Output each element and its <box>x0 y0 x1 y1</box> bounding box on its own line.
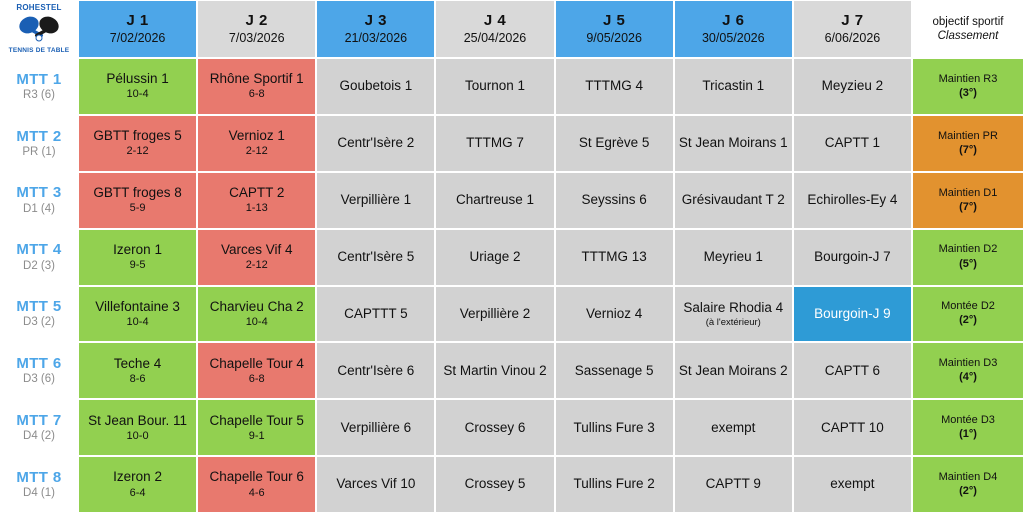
journee-date: 7/03/2026 <box>228 31 285 46</box>
score: 2-12 <box>245 259 268 272</box>
opponent: Teche 4 <box>113 355 162 371</box>
opponent: exempt <box>711 419 756 435</box>
match-cell <box>316 342 435 399</box>
team-label-cell <box>0 456 78 513</box>
match-cell <box>674 172 793 229</box>
table-tennis-paddles-icon <box>12 13 66 43</box>
match-cell <box>316 456 435 513</box>
match-cell <box>316 115 435 172</box>
table-row <box>0 286 1024 343</box>
match-cell <box>316 229 435 286</box>
objectif-rank: (3°) <box>959 86 977 99</box>
header-journee-3 <box>316 0 435 58</box>
match-cell <box>197 456 316 513</box>
opponent: Pélussin 1 <box>106 71 169 87</box>
header-journee-5 <box>555 0 674 58</box>
opponent: GBTT froges 5 <box>93 128 182 144</box>
match-cell <box>674 456 793 513</box>
match-cell <box>435 286 554 343</box>
match-cell <box>555 456 674 513</box>
match-cell <box>793 229 912 286</box>
opponent: Centr'Isère 5 <box>337 248 415 264</box>
match-cell <box>316 399 435 456</box>
match-note: (à l'extérieur) <box>705 316 761 328</box>
match-cell <box>435 58 554 115</box>
match-cell <box>197 115 316 172</box>
match-cell <box>674 58 793 115</box>
objectif-rank: (2°) <box>959 314 977 327</box>
score: 2-12 <box>126 145 149 158</box>
opponent: Chapelle Tour 6 <box>209 469 304 485</box>
match-cell <box>674 286 793 343</box>
objectif-cell <box>912 342 1024 399</box>
match-cell <box>78 399 197 456</box>
header-journee-1 <box>78 0 197 58</box>
team-name: MTT 3 <box>16 184 62 202</box>
team-name: MTT 7 <box>16 411 62 429</box>
journee-date: 30/05/2026 <box>701 31 765 46</box>
score: 6-8 <box>248 372 265 385</box>
team-division: D1 (4) <box>23 202 55 215</box>
opponent: Bourgoin-J 7 <box>814 248 891 264</box>
match-cell <box>435 456 554 513</box>
objectif-cell <box>912 229 1024 286</box>
match-cell <box>78 172 197 229</box>
header-journee-4 <box>435 0 554 58</box>
opponent: Centr'Isère 6 <box>337 362 415 378</box>
match-cell <box>197 229 316 286</box>
score: 10-0 <box>126 429 149 442</box>
objectif-label: Maintien D3 <box>938 357 998 370</box>
match-cell <box>674 229 793 286</box>
score: 9-1 <box>248 429 265 442</box>
team-division: D3 (2) <box>23 316 55 329</box>
opponent: TTTMG 4 <box>585 78 643 94</box>
match-cell <box>78 58 197 115</box>
team-label-cell <box>0 286 78 343</box>
objectif-rank: (5°) <box>959 257 977 270</box>
opponent: exempt <box>830 476 875 492</box>
opponent: CAPTT 6 <box>824 362 881 378</box>
opponent: Bourgoin-J 9 <box>814 305 891 321</box>
opponent: Tournon 1 <box>464 78 526 94</box>
club-logo-subtitle: TENNIS DE TABLE <box>8 47 70 54</box>
match-cell <box>78 115 197 172</box>
journee-date: 6/06/2026 <box>824 31 881 46</box>
team-name: MTT 5 <box>16 298 62 316</box>
objectif-label: Maintien D2 <box>938 243 998 256</box>
match-cell <box>197 172 316 229</box>
opponent: Chapelle Tour 5 <box>209 412 304 428</box>
opponent: Tricastin 1 <box>702 78 765 94</box>
team-name: MTT 4 <box>16 241 62 259</box>
match-cell <box>316 286 435 343</box>
table-row <box>0 229 1024 286</box>
score: 2-12 <box>245 145 268 158</box>
opponent: Tullins Fure 2 <box>573 476 655 492</box>
match-cell <box>78 456 197 513</box>
score: 5-9 <box>129 202 146 215</box>
opponent: Villefontaine 3 <box>95 298 180 314</box>
team-division: R3 (6) <box>23 88 55 101</box>
opponent: Chartreuse 1 <box>455 192 535 208</box>
objectif-cell <box>912 286 1024 343</box>
opponent: Chapelle Tour 4 <box>209 355 304 371</box>
journee-date: 25/04/2026 <box>463 31 527 46</box>
opponent: Izeron 2 <box>113 469 162 485</box>
score: 4-6 <box>248 486 265 499</box>
journee-date: 7/02/2026 <box>109 31 166 46</box>
match-cell <box>793 399 912 456</box>
opponent: Varces Vif 10 <box>336 476 416 492</box>
team-division: PR (1) <box>22 145 56 158</box>
header-journee-6 <box>674 0 793 58</box>
team-label-cell <box>0 115 78 172</box>
opponent: Vernioz 4 <box>585 305 643 321</box>
table-row <box>0 342 1024 399</box>
table-row <box>0 172 1024 229</box>
objectif-cell <box>912 58 1024 115</box>
match-cell <box>435 229 554 286</box>
opponent: Charvieu Cha 2 <box>209 298 304 314</box>
table-header-row <box>0 0 1024 58</box>
objectif-label: Maintien D1 <box>938 186 998 199</box>
opponent: Tullins Fure 3 <box>573 419 655 435</box>
match-cell <box>793 342 912 399</box>
match-cell <box>435 342 554 399</box>
table-row <box>0 115 1024 172</box>
journee-date: 21/03/2026 <box>344 31 408 46</box>
journee-label: J 4 <box>483 12 507 30</box>
journee-label: J 5 <box>602 12 626 30</box>
objectif-cell <box>912 172 1024 229</box>
opponent: St Jean Bour. 11 <box>88 412 187 428</box>
match-cell <box>793 456 912 513</box>
match-cell <box>197 58 316 115</box>
table-row <box>0 58 1024 115</box>
match-cell <box>78 229 197 286</box>
objectif-rank: (2°) <box>959 485 977 498</box>
opponent: Salaire Rhodia 4 <box>683 299 784 315</box>
match-cell <box>674 115 793 172</box>
opponent: CAPTT 9 <box>705 476 761 492</box>
team-name: MTT 8 <box>16 468 62 486</box>
team-label-cell <box>0 229 78 286</box>
journee-label: J 3 <box>364 12 388 30</box>
match-cell <box>555 286 674 343</box>
match-cell <box>674 342 793 399</box>
table-row <box>0 456 1024 513</box>
match-cell <box>555 229 674 286</box>
opponent: Varces Vif 4 <box>220 241 293 257</box>
header-journee-7 <box>793 0 912 58</box>
score: 10-4 <box>126 315 149 328</box>
opponent: GBTT froges 8 <box>93 185 182 200</box>
header-objectif <box>912 0 1024 58</box>
team-label-cell <box>0 399 78 456</box>
match-cell <box>555 115 674 172</box>
journee-date: 9/05/2026 <box>586 31 642 46</box>
opponent: Sassenage 5 <box>574 362 654 378</box>
match-cell <box>316 172 435 229</box>
objectif-title: objectif sportif <box>932 15 1004 28</box>
objectif-label: Montée D3 <box>941 414 995 426</box>
objectif-rank: (1°) <box>959 428 977 441</box>
opponent: Verpillière 2 <box>459 305 531 321</box>
team-label-cell <box>0 172 78 229</box>
team-division: D4 (1) <box>23 487 55 500</box>
score: 6-4 <box>129 486 146 499</box>
opponent: Crossey 6 <box>464 419 526 435</box>
opponent: Goubetois 1 <box>339 78 413 94</box>
opponent: Centr'Isère 2 <box>337 135 415 151</box>
classement-title: Classement <box>937 30 999 42</box>
club-logo-name: ROHESTEL <box>16 3 62 12</box>
opponent: Echirolles-Ey 4 <box>807 192 898 208</box>
objectif-label: Maintien R3 <box>938 72 998 85</box>
score: 10-4 <box>126 88 149 101</box>
opponent: Seyssins 6 <box>581 192 647 208</box>
team-division: D4 (2) <box>23 430 55 443</box>
score: 6-8 <box>248 88 265 101</box>
match-cell <box>78 342 197 399</box>
score: 9-5 <box>129 259 146 272</box>
opponent: Vernioz 1 <box>228 128 285 144</box>
opponent: Meyzieu 2 <box>821 78 884 94</box>
score: 10-4 <box>245 315 268 328</box>
journee-label: J 2 <box>245 12 268 30</box>
opponent: TTTMG 13 <box>581 248 647 264</box>
match-cell <box>793 286 912 343</box>
match-cell <box>555 172 674 229</box>
opponent: Rhône Sportif 1 <box>209 71 304 87</box>
match-cell <box>435 115 554 172</box>
opponent: CAPTTT 5 <box>344 305 408 321</box>
match-cell <box>197 286 316 343</box>
journee-label: J 1 <box>126 12 149 30</box>
objectif-label: Montée D2 <box>941 300 995 313</box>
header-journee-2 <box>197 0 316 58</box>
opponent: St Egrève 5 <box>578 135 650 151</box>
objectif-rank: (7°) <box>959 143 977 156</box>
match-cell <box>793 115 912 172</box>
club-logo <box>0 0 78 58</box>
opponent: Verpillière 6 <box>340 419 412 435</box>
opponent: St Jean Moirans 1 <box>678 135 788 151</box>
team-division: D3 (6) <box>23 373 55 386</box>
team-name: MTT 2 <box>16 127 62 145</box>
table-body <box>0 58 1024 513</box>
opponent: Verpillière 1 <box>340 192 412 208</box>
team-name: MTT 1 <box>16 70 62 88</box>
match-cell <box>435 172 554 229</box>
match-cell <box>197 342 316 399</box>
opponent: Crossey 5 <box>464 476 526 492</box>
match-cell <box>197 399 316 456</box>
score: 8-6 <box>129 372 146 385</box>
objectif-cell <box>912 399 1024 456</box>
objectif-cell <box>912 115 1024 172</box>
opponent: CAPTT 2 <box>229 185 285 200</box>
opponent: TTTMG 7 <box>466 135 524 151</box>
objectif-rank: (4°) <box>959 371 977 384</box>
match-cell <box>555 58 674 115</box>
match-cell <box>78 286 197 343</box>
opponent: CAPTT 10 <box>821 419 884 435</box>
objectif-label: Maintien D4 <box>938 470 998 483</box>
objectif-rank: (7°) <box>959 200 977 213</box>
match-cell <box>793 58 912 115</box>
match-cell <box>435 399 554 456</box>
journee-label: J 6 <box>722 12 745 30</box>
score: 1-13 <box>245 202 268 215</box>
team-label-cell <box>0 342 78 399</box>
journee-label: J 7 <box>841 12 864 30</box>
match-cell <box>555 342 674 399</box>
match-cell <box>793 172 912 229</box>
team-label-cell <box>0 58 78 115</box>
opponent: Uriage 2 <box>469 248 521 264</box>
objectif-cell <box>912 456 1024 513</box>
match-cell <box>316 58 435 115</box>
opponent: Izeron 1 <box>113 241 162 257</box>
match-cell <box>674 399 793 456</box>
opponent: St Jean Moirans 2 <box>678 362 788 378</box>
opponent: St Martin Vinou 2 <box>443 362 547 378</box>
opponent: CAPTT 1 <box>824 135 881 151</box>
team-division: D2 (3) <box>23 259 55 272</box>
match-cell <box>555 399 674 456</box>
opponent: Grésivaudant T 2 <box>681 192 785 208</box>
table-row <box>0 399 1024 456</box>
objectif-label: Maintien PR <box>938 129 998 142</box>
opponent: Meyrieu 1 <box>703 248 763 264</box>
team-name: MTT 6 <box>16 355 62 373</box>
